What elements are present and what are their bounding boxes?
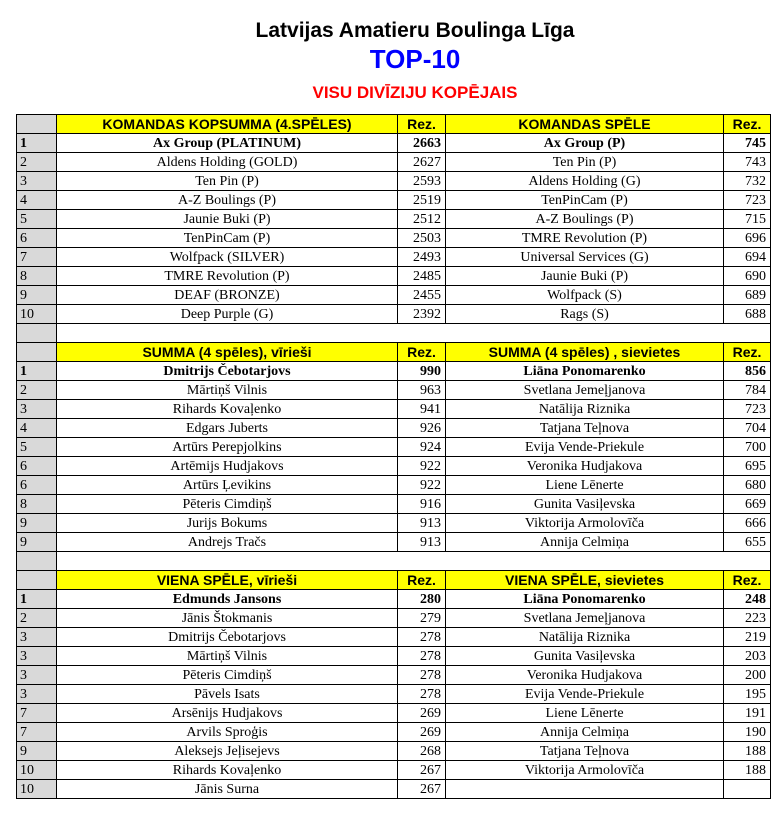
- rank-cell: 5: [17, 438, 57, 457]
- table-row: [17, 723, 771, 742]
- rank-cell: 9: [17, 742, 57, 761]
- right-name-cell: Evija Vende-Priekule: [446, 438, 724, 457]
- rank-cell: 1: [17, 134, 57, 153]
- right-score-cell: 223: [724, 609, 771, 628]
- block-header-row: [17, 343, 771, 362]
- right-score-cell: 732: [724, 172, 771, 191]
- left-score-cell: 2485: [398, 267, 446, 286]
- table-row: [17, 267, 771, 286]
- table-row: [17, 362, 771, 381]
- block-header-row: [17, 115, 771, 134]
- right-score-cell: 191: [724, 704, 771, 723]
- right-name-cell: Viktorija Armolovīča: [446, 761, 724, 780]
- rank-cell: 7: [17, 723, 57, 742]
- table-row: [17, 742, 771, 761]
- rank-cell: 1: [17, 590, 57, 609]
- left-score-cell: 278: [398, 666, 446, 685]
- rez-header: Rez.: [398, 343, 446, 362]
- right-name-cell: [446, 780, 724, 799]
- left-score-cell: 269: [398, 704, 446, 723]
- table-row: [17, 780, 771, 799]
- right-name-cell: Tatjana Teļnova: [446, 419, 724, 438]
- left-name-cell: Jurijs Bokums: [57, 514, 398, 533]
- results-table: [16, 114, 771, 799]
- spacer-cell: [17, 552, 57, 571]
- right-score-cell: 723: [724, 400, 771, 419]
- left-name-cell: Ax Group (PLATINUM): [57, 134, 398, 153]
- right-name-cell: Liāna Ponomarenko: [446, 362, 724, 381]
- right-name-cell: A-Z Boulings (P): [446, 210, 724, 229]
- left-name-cell: Jānis Surna: [57, 780, 398, 799]
- left-score-cell: 916: [398, 495, 446, 514]
- left-score-cell: 2503: [398, 229, 446, 248]
- table-row: [17, 457, 771, 476]
- left-score-cell: 941: [398, 400, 446, 419]
- right-name-cell: Veronika Hudjakova: [446, 666, 724, 685]
- left-score-cell: 2627: [398, 153, 446, 172]
- table-row: [17, 704, 771, 723]
- spacer-cell: [398, 552, 446, 571]
- table-row: [17, 495, 771, 514]
- right-score-cell: 689: [724, 286, 771, 305]
- right-score-cell: 715: [724, 210, 771, 229]
- table-row: [17, 628, 771, 647]
- left-name-cell: Dmitrijs Čebotarjovs: [57, 362, 398, 381]
- rez-header: Rez.: [398, 115, 446, 134]
- spacer-cell: [724, 552, 771, 571]
- left-score-cell: 267: [398, 761, 446, 780]
- spacer-cell: [57, 324, 398, 343]
- left-name-cell: TMRE Revolution (P): [57, 267, 398, 286]
- table-row: [17, 210, 771, 229]
- right-score-cell: 696: [724, 229, 771, 248]
- left-score-cell: 2593: [398, 172, 446, 191]
- right-name-cell: Ten Pin (P): [446, 153, 724, 172]
- rez-header: Rez.: [724, 115, 771, 134]
- page-subtitle: TOP-10: [369, 44, 461, 74]
- rank-cell: 9: [17, 533, 57, 552]
- right-score-cell: 690: [724, 267, 771, 286]
- right-name-cell: Jaunie Buki (P): [446, 267, 724, 286]
- left-score-cell: 926: [398, 419, 446, 438]
- right-score-cell: 200: [724, 666, 771, 685]
- right-name-cell: Wolfpack (S): [446, 286, 724, 305]
- rank-cell: 9: [17, 286, 57, 305]
- left-name-cell: Arvils Sproģis: [57, 723, 398, 742]
- right-header: SUMMA (4 spēles) , sievietes: [446, 343, 724, 362]
- rank-header-cell: [17, 343, 57, 362]
- left-score-cell: 279: [398, 609, 446, 628]
- right-score-cell: 203: [724, 647, 771, 666]
- table-row: [17, 514, 771, 533]
- right-name-cell: Svetlana Jemeļjanova: [446, 381, 724, 400]
- right-name-cell: Aldens Holding (G): [446, 172, 724, 191]
- spacer-row: [17, 552, 771, 571]
- right-header: KOMANDAS SPĒLE: [446, 115, 724, 134]
- right-name-cell: Liāna Ponomarenko: [446, 590, 724, 609]
- table-row: [17, 172, 771, 191]
- left-name-cell: Pāvels Isats: [57, 685, 398, 704]
- rank-cell: 3: [17, 666, 57, 685]
- left-name-cell: Andrejs Tračs: [57, 533, 398, 552]
- left-name-cell: DEAF (BRONZE): [57, 286, 398, 305]
- right-score-cell: 195: [724, 685, 771, 704]
- table-row: [17, 153, 771, 172]
- rank-cell: 5: [17, 210, 57, 229]
- table-row: [17, 647, 771, 666]
- right-score-cell: 784: [724, 381, 771, 400]
- right-name-cell: Annija Celmiņa: [446, 533, 724, 552]
- right-score-cell: 188: [724, 761, 771, 780]
- left-header: SUMMA (4 spēles), vīrieši: [57, 343, 398, 362]
- left-name-cell: Artūrs Ļevikins: [57, 476, 398, 495]
- right-name-cell: Liene Lēnerte: [446, 704, 724, 723]
- left-name-cell: Arsēnijs Hudjakovs: [57, 704, 398, 723]
- block-header-row: [17, 571, 771, 590]
- right-score-cell: 700: [724, 438, 771, 457]
- right-name-cell: Evija Vende-Priekule: [446, 685, 724, 704]
- left-name-cell: Aleksejs Jeļisejevs: [57, 742, 398, 761]
- right-score-cell: 743: [724, 153, 771, 172]
- left-name-cell: Jānis Štokmanis: [57, 609, 398, 628]
- left-name-cell: Pēteris Cimdiņš: [57, 666, 398, 685]
- right-name-cell: Tatjana Teļnova: [446, 742, 724, 761]
- left-score-cell: 913: [398, 514, 446, 533]
- table-row: [17, 666, 771, 685]
- right-name-cell: Annija Celmiņa: [446, 723, 724, 742]
- table-row: [17, 191, 771, 210]
- left-name-cell: Mārtiņš Vilnis: [57, 647, 398, 666]
- rank-cell: 6: [17, 476, 57, 495]
- right-score-cell: 666: [724, 514, 771, 533]
- left-name-cell: Pēteris Cimdiņš: [57, 495, 398, 514]
- rank-cell: 2: [17, 381, 57, 400]
- right-score-cell: 190: [724, 723, 771, 742]
- rank-cell: 4: [17, 419, 57, 438]
- rank-cell: 1: [17, 362, 57, 381]
- left-score-cell: 278: [398, 628, 446, 647]
- left-name-cell: Deep Purple (G): [57, 305, 398, 324]
- right-name-cell: Universal Services (G): [446, 248, 724, 267]
- right-name-cell: Natālija Riznika: [446, 628, 724, 647]
- right-score-cell: 695: [724, 457, 771, 476]
- right-score-cell: 248: [724, 590, 771, 609]
- right-name-cell: Liene Lēnerte: [446, 476, 724, 495]
- left-score-cell: 268: [398, 742, 446, 761]
- table-row: [17, 305, 771, 324]
- table-row: [17, 609, 771, 628]
- right-score-cell: 669: [724, 495, 771, 514]
- right-score-cell: 856: [724, 362, 771, 381]
- spacer-cell: [446, 552, 724, 571]
- left-score-cell: 2512: [398, 210, 446, 229]
- rank-cell: 6: [17, 457, 57, 476]
- right-name-cell: Viktorija Armolovīča: [446, 514, 724, 533]
- table-row: [17, 229, 771, 248]
- rank-cell: 7: [17, 704, 57, 723]
- left-name-cell: TenPinCam (P): [57, 229, 398, 248]
- left-header: KOMANDAS KOPSUMMA (4.SPĒLES): [57, 115, 398, 134]
- left-score-cell: 2455: [398, 286, 446, 305]
- right-name-cell: Ax Group (P): [446, 134, 724, 153]
- table-row: [17, 438, 771, 457]
- right-name-cell: Svetlana Jemeļjanova: [446, 609, 724, 628]
- right-score-cell: 219: [724, 628, 771, 647]
- left-name-cell: Jaunie Buki (P): [57, 210, 398, 229]
- left-score-cell: 2663: [398, 134, 446, 153]
- rank-cell: 10: [17, 761, 57, 780]
- table-row: [17, 419, 771, 438]
- left-score-cell: 990: [398, 362, 446, 381]
- left-name-cell: Edgars Juberts: [57, 419, 398, 438]
- rank-cell: 10: [17, 780, 57, 799]
- right-name-cell: Gunita Vasiļevska: [446, 495, 724, 514]
- left-score-cell: 2392: [398, 305, 446, 324]
- table-row: [17, 476, 771, 495]
- left-score-cell: 2493: [398, 248, 446, 267]
- rank-cell: 3: [17, 400, 57, 419]
- rank-cell: 3: [17, 172, 57, 191]
- spacer-cell: [398, 324, 446, 343]
- rank-cell: 3: [17, 647, 57, 666]
- left-name-cell: Aldens Holding (GOLD): [57, 153, 398, 172]
- rank-cell: 10: [17, 305, 57, 324]
- table-row: [17, 134, 771, 153]
- table-row: [17, 533, 771, 552]
- left-score-cell: 269: [398, 723, 446, 742]
- left-score-cell: 924: [398, 438, 446, 457]
- rez-header: Rez.: [724, 343, 771, 362]
- left-name-cell: Mārtiņš Vilnis: [57, 381, 398, 400]
- rank-cell: 7: [17, 248, 57, 267]
- right-score-cell: 680: [724, 476, 771, 495]
- table-row: [17, 248, 771, 267]
- right-score-cell: 655: [724, 533, 771, 552]
- rank-cell: 2: [17, 609, 57, 628]
- right-name-cell: TenPinCam (P): [446, 191, 724, 210]
- section-title: VISU DIVĪZIJU KOPĒJAIS: [312, 83, 518, 102]
- left-name-cell: Wolfpack (SILVER): [57, 248, 398, 267]
- spacer-cell: [446, 324, 724, 343]
- left-name-cell: A-Z Boulings (P): [57, 191, 398, 210]
- left-score-cell: 922: [398, 457, 446, 476]
- right-score-cell: [724, 780, 771, 799]
- table-row: [17, 400, 771, 419]
- left-score-cell: 278: [398, 685, 446, 704]
- rank-header-cell: [17, 115, 57, 134]
- left-score-cell: 280: [398, 590, 446, 609]
- left-score-cell: 278: [398, 647, 446, 666]
- right-name-cell: Natālija Riznika: [446, 400, 724, 419]
- spacer-cell: [17, 324, 57, 343]
- table-row: [17, 761, 771, 780]
- rank-cell: 3: [17, 685, 57, 704]
- right-score-cell: 704: [724, 419, 771, 438]
- right-name-cell: Veronika Hudjakova: [446, 457, 724, 476]
- table-row: [17, 590, 771, 609]
- rank-cell: 4: [17, 191, 57, 210]
- left-name-cell: Dmitrijs Čebotarjovs: [57, 628, 398, 647]
- left-score-cell: 922: [398, 476, 446, 495]
- spacer-row: [17, 324, 771, 343]
- left-name-cell: Artūrs Perepjolkins: [57, 438, 398, 457]
- right-score-cell: 745: [724, 134, 771, 153]
- right-score-cell: 688: [724, 305, 771, 324]
- left-score-cell: 267: [398, 780, 446, 799]
- right-header: VIENA SPĒLE, sievietes: [446, 571, 724, 590]
- left-name-cell: Edmunds Jansons: [57, 590, 398, 609]
- rank-cell: 9: [17, 514, 57, 533]
- right-score-cell: 694: [724, 248, 771, 267]
- table-row: [17, 286, 771, 305]
- table-row: [17, 381, 771, 400]
- rank-header-cell: [17, 571, 57, 590]
- left-name-cell: Ten Pin (P): [57, 172, 398, 191]
- left-name-cell: Rihards Kovaļenko: [57, 761, 398, 780]
- left-name-cell: Artēmijs Hudjakovs: [57, 457, 398, 476]
- rank-cell: 3: [17, 628, 57, 647]
- rez-header: Rez.: [398, 571, 446, 590]
- rank-cell: 8: [17, 495, 57, 514]
- spacer-cell: [57, 552, 398, 571]
- rez-header: Rez.: [724, 571, 771, 590]
- left-header: VIENA SPĒLE, vīrieši: [57, 571, 398, 590]
- left-score-cell: 913: [398, 533, 446, 552]
- right-name-cell: Gunita Vasiļevska: [446, 647, 724, 666]
- left-name-cell: Rihards Kovaļenko: [57, 400, 398, 419]
- left-score-cell: 2519: [398, 191, 446, 210]
- left-score-cell: 963: [398, 381, 446, 400]
- right-score-cell: 723: [724, 191, 771, 210]
- spacer-cell: [724, 324, 771, 343]
- rank-cell: 8: [17, 267, 57, 286]
- right-name-cell: TMRE Revolution (P): [446, 229, 724, 248]
- rank-cell: 6: [17, 229, 57, 248]
- right-name-cell: Rags (S): [446, 305, 724, 324]
- table-row: [17, 685, 771, 704]
- rank-cell: 2: [17, 153, 57, 172]
- right-score-cell: 188: [724, 742, 771, 761]
- page-title: Latvijas Amatieru Boulinga Līga: [255, 19, 575, 42]
